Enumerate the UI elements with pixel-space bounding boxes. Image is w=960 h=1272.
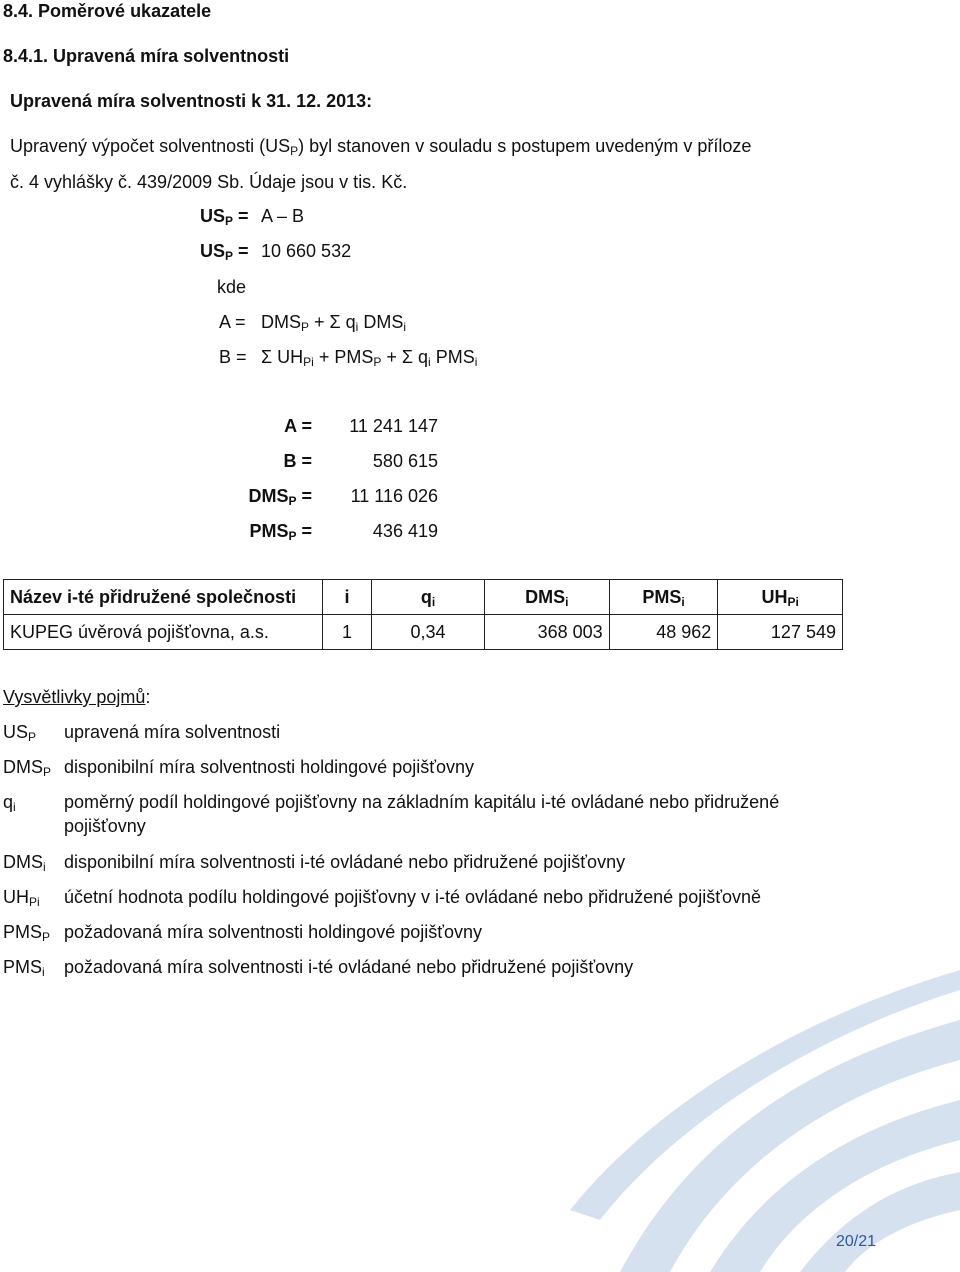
subheading: 8.4.1. Upravená míra solventnosti [3,46,290,66]
cell-q: 0,34 [372,615,485,650]
header-i: i [323,580,372,615]
header-pms: $PMS_i$ [609,580,718,615]
legend-desc-pmsi: požadovaná míra solventnosti i-té ovládané nebo přidružené pojišťovny [64,957,634,977]
formula-us-label: $US_P$ = [200,206,249,228]
watermark-logo-icon [560,960,960,1272]
value-dms-label: $DMS_P$ = [248,486,312,508]
cell-name: KUPEG úvěrová pojišťovna, a.s. [4,615,323,650]
legend-desc-q: poměrný podíl holdingové pojišťovny na základním kapitálu i-té ovládané nebo přidružené [64,792,780,812]
formula-a-expression: $DMS_P + \Sigma$ $q_i$ $DMS_i$ [261,312,407,334]
value-a-label: A = [284,416,312,436]
value-b-label: B = [283,451,312,471]
page-number: 20/21 [836,1233,877,1250]
legend-desc-q-cont: pojišťovny [64,816,146,836]
legend-term-uh: $UH_{Pi}$ [3,887,40,909]
header-q: $q_i$ [372,580,485,615]
legend-term-dmsi: $DMS_i$ [3,852,46,874]
formula-b-label: B = [219,347,247,367]
legend-term-pmsp: $PMS_P$ [3,922,51,944]
value-a: 11 241 147 [349,416,438,436]
header-dms: $DMS_i$ [485,580,610,615]
header-uh: $UH_{Pi}$ [718,580,843,615]
formula-b-expression: Σ $UH_{Pi} + PMS_P + \Sigma$ $q_i$ $PMS_i$ [261,347,478,369]
legend-desc-dmsi: disponibilní míra solventnosti i-té ovládané nebo přidružené pojišťovny [64,852,626,872]
heading: 8.4. Poměrové ukazatele [3,1,212,21]
formula-kde: kde [217,277,247,297]
legend-desc-dmsp: disponibilní míra solventnosti holdingové pojišťovny [64,757,474,777]
paragraph-line-2: č. 4 vyhlášky č. 439/2009 Sb. Údaje jsou v tis. Kč. [10,172,408,192]
legend-term-dmsp: $DMS_P$ [3,757,52,779]
legend-term-us: $US_P$ [3,722,37,744]
affiliates-table [3,579,843,650]
formula-a-label: A = [219,312,246,332]
cell-i: 1 [323,615,372,650]
value-pms: 436 419 [372,521,438,541]
cell-pms: 48 962 [609,615,718,650]
cell-dms: 368 003 [485,615,610,650]
table-header-row [4,580,843,615]
value-pms-label: $PMS_P$ = [249,521,312,543]
formula-us-value: 10 660 532 [261,241,352,261]
header-name: Název i-té přidružené společnosti [4,580,323,615]
table-row [4,615,843,650]
section-title: Upravená míra solventnosti k 31. 12. 2013: [10,91,373,111]
legend-term-q: $q_i$ [3,792,16,814]
formula-us-value-label: $US_P$ = [200,241,249,263]
legend-title: Vysvětlivky pojmů: [3,687,151,707]
legend-term-pmsi: $PMS_i$ [3,957,45,979]
formula-us-expression: A – B [261,206,305,226]
cell-uh: 127 549 [718,615,843,650]
legend-desc-uh: účetní hodnota podílu holdingové pojišťovny v i-té ovládané nebo přidružené pojišťovně [64,887,761,907]
value-b: 580 615 [372,451,438,471]
paragraph-line-1: Upravený výpočet solventnosti $(US_P)$ byl stanoven v souladu s postupem uvedeným v příloze [10,136,752,158]
value-dms: 11 116 026 [350,486,438,506]
legend-desc-us: upravená míra solventnosti [64,722,281,742]
legend-desc-pmsp: požadovaná míra solventnosti holdingové pojišťovny [64,922,483,942]
